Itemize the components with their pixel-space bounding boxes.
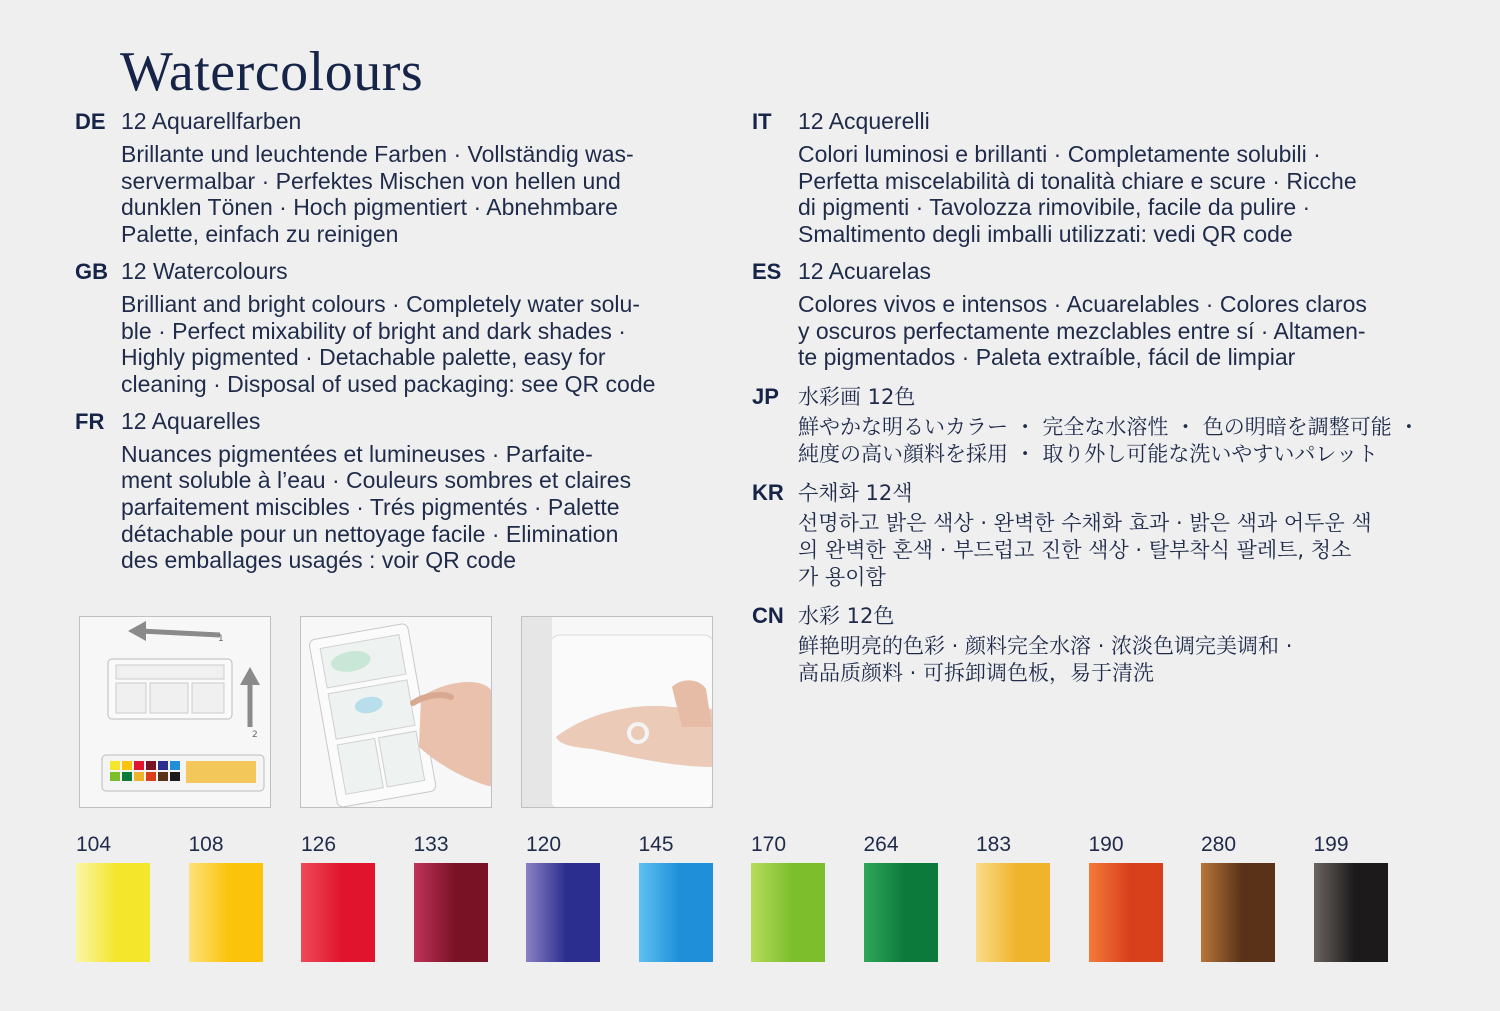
lang-heading: 水彩 12色: [798, 604, 895, 629]
palette-mounting-photo: [521, 616, 713, 808]
colour-swatch: [189, 833, 265, 962]
swatch-number: 190: [1088, 833, 1124, 856]
swatch-chip: [864, 863, 938, 962]
lang-code: FR: [75, 408, 105, 434]
swatch-chip: [1089, 863, 1163, 962]
left-column: [75, 108, 725, 584]
lang-body: Colores vivos e intensos · Acuarelables · Colores claros y oscuros perfectamente mezclables entre sí · Altamen- te pigmentados · Paleta extraíble, fácil de limpiar: [798, 290, 1367, 371]
colour-swatch: [864, 833, 940, 962]
swatch-number: 199: [1313, 833, 1349, 856]
swatch-chip: [639, 863, 713, 962]
lang-body: 선명하고 밝은 색상 · 완벽한 수채화 효과 · 밝은 색과 어두운 색 의 완벽한 혼색 · 부드럽고 진한 색상 · 탈부착식 팔레트, 청소 가 용이함: [798, 511, 1372, 589]
lang-code: CN: [752, 603, 784, 629]
palette-mounting-illustration: [522, 617, 713, 808]
colour-swatch: [976, 833, 1052, 962]
swatch-number: 170: [751, 833, 787, 856]
lang-body: Colori luminosi e brillanti · Completamente solubili · Perfetta miscelabilità di tonalità chiare e scure · Ricche di pigmenti · Tavolozza rimovibile, facile da pulire · Smaltimento degli imballi utilizzati: vedi QR code: [798, 141, 1357, 248]
swatch-number: 183: [976, 833, 1012, 856]
lang-block-fr: [75, 408, 725, 575]
lang-heading: 水彩画 12色: [798, 384, 916, 409]
lang-body: Nuances pigmentées et lumineuses · Parfaite- ment soluble à l’eau · Couleurs sombres et claires parfaitement miscibles · Trés pigmentés · Palette détachable pour un nettoyage facile · Elimination des emballages usagés : voir QR code: [121, 440, 632, 574]
colour-swatch: [1089, 833, 1165, 962]
lang-code: GB: [75, 258, 108, 284]
lang-block-cn: [752, 600, 1452, 686]
lang-code: DE: [75, 109, 106, 134]
lang-block-kr: [752, 477, 1452, 590]
palette-in-hand-photo: [300, 616, 492, 808]
right-column: [752, 108, 1452, 697]
arrow-label-2: 2: [252, 730, 258, 740]
swatch-chip: [976, 863, 1050, 962]
swatch-chip: [1201, 863, 1275, 962]
swatch-number: 120: [526, 833, 562, 856]
colour-swatch: [1314, 833, 1390, 962]
lang-body: 鮮やかな明るいカラー ・ 完全な水溶性 ・ 色の明暗を調整可能 ・ 純度の高い顔料を採用 ・ 取り外し可能な洗いやすいパレット: [798, 414, 1420, 466]
lang-body: Brilliant and bright colours · Completely water solu- ble · Perfect mixability of bright and dark shades · Highly pigmented · Detachable palette, easy for cleaning · Disposal of used packaging: see QR code: [121, 290, 656, 397]
swatch-chip: [526, 863, 600, 962]
lang-block-gb: [75, 258, 725, 398]
lang-body: 鲜艳明亮的色彩 · 颜料完全水溶 · 浓淡色调完美调和 · 高品质颜料 · 可拆卸调色板，易于清洗: [798, 634, 1293, 686]
swatch-number: 145: [638, 833, 674, 856]
colour-swatch: [751, 833, 827, 962]
lang-heading: 12 Aquarellfarben: [121, 108, 302, 134]
swatch-chip: [189, 863, 263, 962]
lang-code: ES: [752, 258, 782, 284]
arrow-label-1: 1: [218, 634, 224, 644]
colour-swatch: [76, 833, 152, 962]
swatch-number: 126: [301, 833, 337, 856]
lang-block-es: [752, 258, 1452, 371]
instruction-photos: [79, 616, 713, 808]
lang-code: KR: [752, 480, 784, 506]
swatch-chip: [301, 863, 375, 962]
palette-in-hand-illustration: [301, 617, 492, 808]
lang-heading: 12 Watercolours: [121, 257, 288, 284]
swatch-number: 104: [76, 833, 112, 856]
lang-code: IT: [752, 109, 772, 134]
palette-diagram-illustration: [80, 617, 271, 808]
lang-heading: 12 Acuarelas: [798, 257, 931, 284]
page-title: Watercolours: [120, 41, 424, 103]
palette-removal-diagram: [79, 616, 271, 808]
lang-heading: 12 Aquarelles: [121, 407, 261, 434]
colour-swatch: [526, 833, 602, 962]
swatch-chip: [414, 863, 488, 962]
swatch-number: 280: [1201, 833, 1237, 856]
lang-heading: 12 Acquerelli: [798, 108, 930, 134]
lang-block-it: [752, 108, 1452, 248]
lang-heading: 수채화 12색: [798, 481, 913, 506]
lang-code: JP: [752, 383, 779, 409]
colour-swatch: [414, 833, 490, 962]
colour-swatch: [1201, 833, 1277, 962]
swatch-chip: [1314, 863, 1388, 962]
lang-body: Brillante und leuchtende Farben · Vollständig was- servermalbar · Perfektes Mischen von hellen und dunklen Tönen · Hoch pigmentiert · Abnehmbare Palette, einfach zu reinigen: [121, 141, 634, 248]
swatch-chip: [76, 863, 150, 962]
lang-block-jp: [752, 381, 1452, 467]
colour-swatch: [639, 833, 715, 962]
swatch-number: 108: [188, 833, 224, 856]
swatch-chip: [751, 863, 825, 962]
lang-block-de: [75, 108, 725, 248]
colour-swatch: [301, 833, 377, 962]
swatch-number: 133: [413, 833, 449, 856]
swatch-number: 264: [863, 833, 899, 856]
